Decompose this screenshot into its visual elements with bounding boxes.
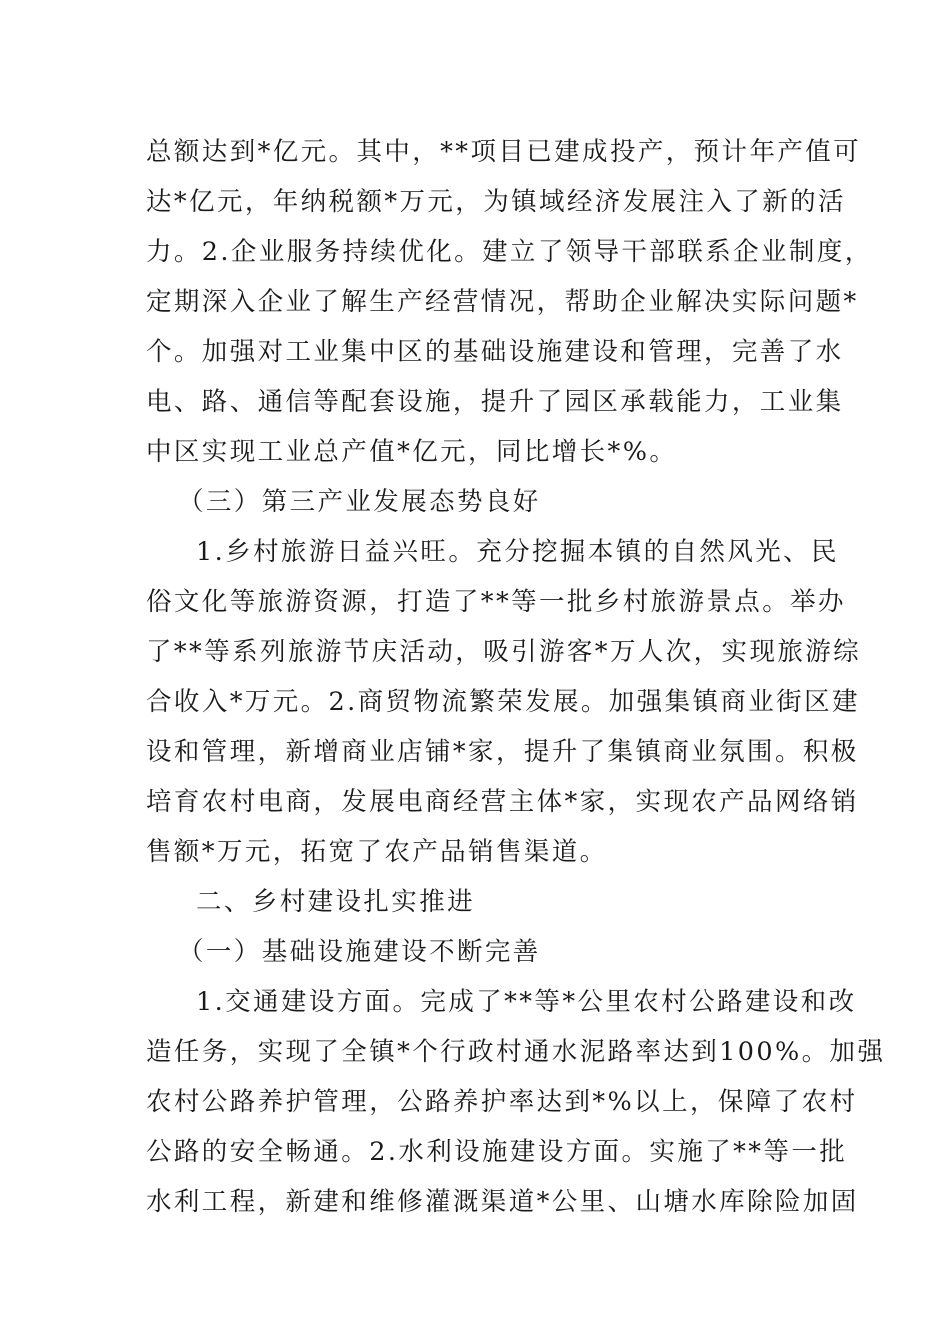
body-text-line: 力。2.企业服务持续优化。建立了领导干部联系企业制度， <box>146 237 873 267</box>
body-text-line: 造任务，实现了全镇*个行政村通水泥路率达到100%。加强 <box>146 1037 886 1067</box>
body-text-line: 了**等系列旅游节庆活动，吸引游客*万人次，实现旅游综 <box>146 637 862 667</box>
body-text-line: 定期深入企业了解生产经营情况，帮助企业解决实际问题* <box>146 287 859 317</box>
body-text-line: 售额*万元，拓宽了农产品销售渠道。 <box>146 837 608 867</box>
chapter-heading: 二、乡村建设扎实推进 <box>196 887 476 917</box>
body-text-line: 总额达到*亿元。其中，**项目已建成投产，预计年产值可 <box>146 137 862 167</box>
body-text-line: 电、路、通信等配套设施，提升了园区承载能力，工业集 <box>146 387 844 417</box>
section-heading: （三）第三产业发展态势良好 <box>178 487 541 517</box>
body-text-line: 公路的安全畅通。2.水利设施建设方面。实施了**等一批 <box>146 1137 848 1167</box>
body-text-line: 中区实现工业总产值*亿元，同比增长*%。 <box>146 437 678 467</box>
paragraph-start-line: 1.乡村旅游日益兴旺。充分挖掘本镇的自然风光、民 <box>196 537 839 567</box>
body-text-line: 个。加强对工业集中区的基础设施建设和管理，完善了水 <box>146 337 844 367</box>
paragraph-start-line: 1.交通建设方面。完成了**等*公里农村公路建设和改 <box>196 987 857 1017</box>
body-text-line: 农村公路养护管理，公路养护率达到*%以上，保障了农村 <box>146 1087 858 1117</box>
body-text-line: 俗文化等旅游资源，打造了**等一批乡村旅游景点。举办 <box>146 587 846 617</box>
body-text-line: 合收入*万元。2.商贸物流繁荣发展。加强集镇商业街区建 <box>146 687 860 717</box>
body-text-line: 水利工程，新建和维修灌溉渠道*公里、山塘水库除险加固 <box>146 1187 859 1217</box>
body-text-line: 培育农村电商，发展电商经营主体*家，实现农产品网络销 <box>146 787 859 817</box>
section-heading: （一）基础设施建设不断完善 <box>178 937 541 967</box>
body-text-line: 设和管理，新增商业店铺*家，提升了集镇商业氛围。积极 <box>146 737 859 767</box>
body-text-line: 达*亿元，年纳税额*万元，为镇域经济发展注入了新的活 <box>146 187 846 217</box>
